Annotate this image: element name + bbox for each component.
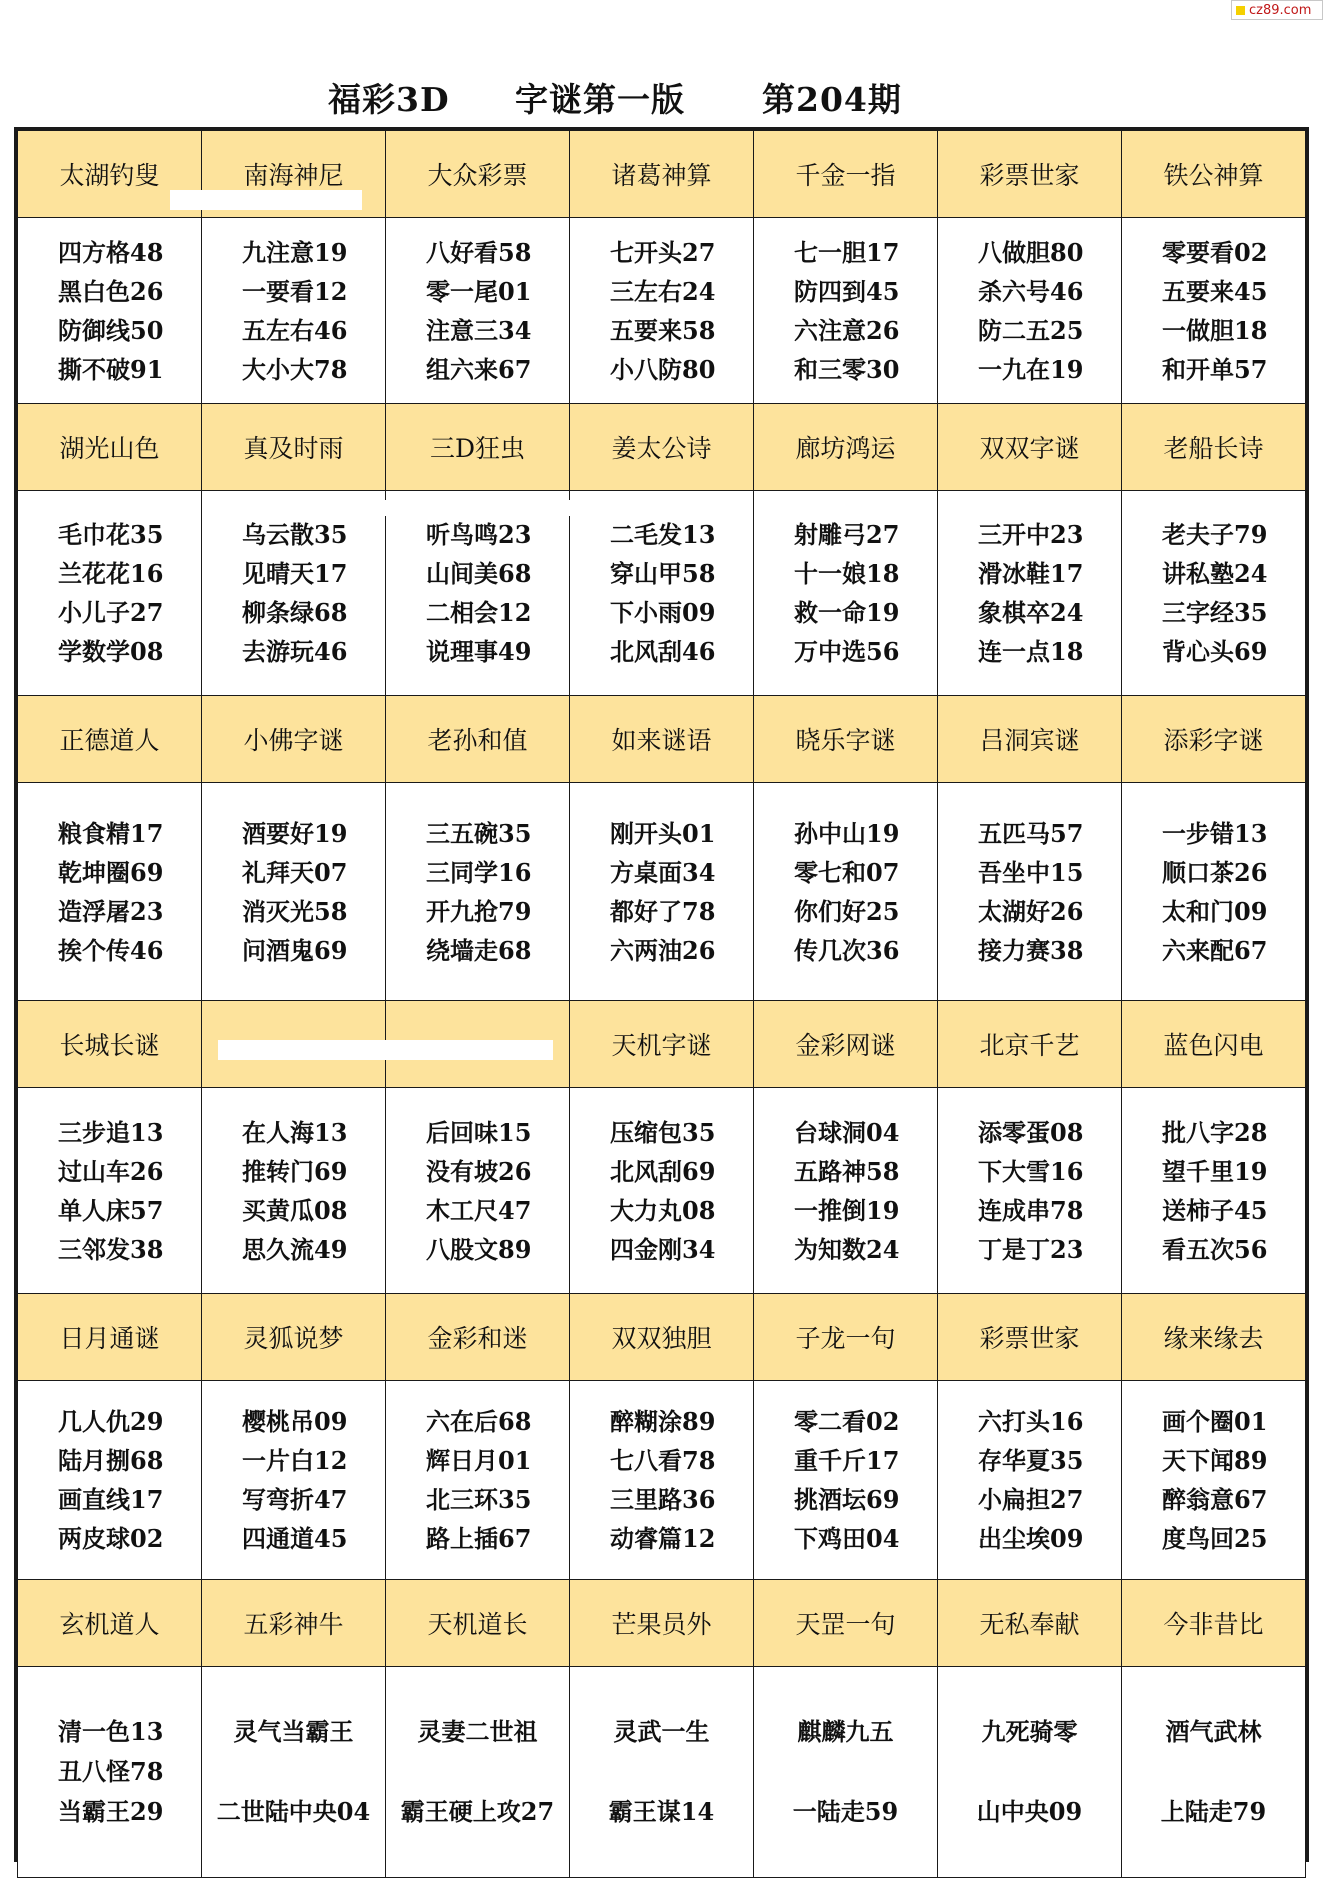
- riddle-cell: [202, 491, 386, 696]
- riddle-line: 单人床57: [58, 1195, 164, 1225]
- source-header: 千金一指: [754, 131, 938, 218]
- riddle-line: 太和门09: [1162, 896, 1268, 926]
- riddle-cell: [570, 1667, 754, 1878]
- source-header: 蓝色闪电: [1122, 1001, 1306, 1088]
- riddle-cell: [386, 218, 570, 404]
- riddle-line: 三同学16: [426, 857, 532, 887]
- riddle-grid: [14, 127, 1309, 1862]
- riddle-line: 下鸡田04: [794, 1524, 900, 1553]
- riddle-line: 射雕弓27: [794, 520, 900, 549]
- source-header: 玄机道人: [18, 1580, 202, 1667]
- riddle-cell: [570, 783, 754, 1001]
- riddle-line: 上陆走79: [1160, 1797, 1267, 1826]
- source-header: 晓乐字谜: [754, 696, 938, 783]
- header-row: [18, 1001, 1306, 1088]
- riddle-line: 台球洞04: [794, 1117, 900, 1147]
- riddle-line: 五匹马57: [978, 818, 1084, 848]
- riddle-line: 八做胆80: [978, 237, 1084, 267]
- riddle-row: [18, 491, 1306, 696]
- riddle-line: 防二五25: [978, 315, 1084, 345]
- riddle-cell: [754, 1088, 938, 1294]
- riddle-line: 在人海13: [242, 1117, 348, 1147]
- line-gap: [570, 1752, 753, 1792]
- riddle-cell: [1122, 491, 1306, 696]
- riddle-line: 为知数24: [794, 1234, 900, 1264]
- riddle-row: [18, 1667, 1306, 1878]
- riddle-table: [17, 130, 1306, 1878]
- riddle-line: 消灭光58: [242, 896, 348, 926]
- riddle-line: 八好看58: [426, 237, 532, 267]
- riddle-line: 醉翁意67: [1162, 1485, 1268, 1514]
- riddle-line: 思久流49: [242, 1234, 348, 1264]
- riddle-line: 六在后68: [426, 1407, 532, 1436]
- riddle-line: 酒气武林: [1165, 1717, 1262, 1746]
- watermark-logo-icon: [1236, 6, 1245, 15]
- riddle-line: 组六来67: [426, 354, 532, 384]
- riddle-line: 望千里19: [1162, 1156, 1268, 1186]
- riddle-line: 买黄瓜08: [242, 1195, 348, 1225]
- riddle-cell: [202, 1088, 386, 1294]
- riddle-line: 动睿篇12: [610, 1524, 716, 1553]
- riddle-row: [18, 218, 1306, 404]
- erasure-patch: [170, 190, 362, 210]
- riddle-cell: [386, 1088, 570, 1294]
- header-row: [18, 404, 1306, 491]
- riddle-line: 七一胆17: [794, 237, 900, 267]
- riddle-line: 六打头16: [978, 1407, 1084, 1436]
- riddle-cell: [18, 1381, 202, 1580]
- title-issue: 第204期: [762, 80, 902, 119]
- riddle-line: 三字经35: [1162, 598, 1268, 627]
- riddle-line: 过山车26: [58, 1156, 164, 1186]
- riddle-line: 你们好25: [794, 896, 900, 926]
- riddle-cell: [202, 1667, 386, 1878]
- riddle-line: 听鸟鸣23: [426, 520, 532, 549]
- riddle-line: 灵气当霸王: [233, 1717, 354, 1746]
- source-header: 彩票世家: [938, 1294, 1122, 1381]
- riddle-line: 一推倒19: [794, 1195, 900, 1225]
- riddle-cell: [938, 491, 1122, 696]
- line-gap: [938, 1752, 1121, 1792]
- riddle-line: 粮食精17: [58, 818, 164, 848]
- riddle-line: 开九抢79: [426, 896, 532, 926]
- riddle-cell: [1122, 1381, 1306, 1580]
- riddle-line: 四金刚34: [610, 1234, 716, 1264]
- source-header: 铁公神算: [1122, 131, 1306, 218]
- watermark-text: cz89.com: [1249, 2, 1312, 18]
- riddle-line: 霸王硬上攻27: [400, 1797, 555, 1826]
- riddle-row: [18, 1088, 1306, 1294]
- source-header: 金彩和迷: [386, 1294, 570, 1381]
- riddle-row: [18, 1381, 1306, 1580]
- source-header: 北京千艺: [938, 1001, 1122, 1088]
- riddle-line: 零一尾01: [426, 276, 532, 306]
- riddle-line: 樱桃吊09: [242, 1407, 348, 1436]
- source-header: 今非昔比: [1122, 1580, 1306, 1667]
- riddle-line: 灵妻二世祖: [417, 1717, 538, 1746]
- riddle-line: 三邻发38: [58, 1234, 164, 1264]
- riddle-cell: [1122, 218, 1306, 404]
- riddle-cell: [1122, 783, 1306, 1001]
- riddle-line: 绕墙走68: [426, 935, 532, 965]
- riddle-line: 接力赛38: [978, 935, 1084, 965]
- riddle-line: 九注意19: [242, 237, 348, 267]
- riddle-line: 穿山甲58: [610, 559, 716, 588]
- riddle-line: 八股文89: [426, 1234, 532, 1264]
- riddle-line: 三里路36: [610, 1485, 716, 1514]
- source-header: 添彩字谜: [1122, 696, 1306, 783]
- riddle-line: 传几次36: [794, 935, 900, 965]
- riddle-line: 一要看12: [242, 276, 348, 306]
- riddle-line: 五左右46: [242, 315, 348, 345]
- riddle-line: 造浮屠23: [58, 896, 164, 926]
- riddle-line: 北三环35: [426, 1485, 532, 1514]
- riddle-line: 撕不破91: [58, 354, 164, 384]
- riddle-line: 当霸王29: [58, 1797, 164, 1826]
- riddle-line: 醉糊涂89: [610, 1407, 716, 1436]
- source-header: 如来谜语: [570, 696, 754, 783]
- riddle-line: 麒麟九五: [797, 1717, 894, 1746]
- title-game: 福彩3D: [328, 80, 450, 119]
- riddle-line: 丑八怪78: [58, 1757, 164, 1786]
- riddle-line: 七八看78: [610, 1446, 716, 1475]
- riddle-line: 柳条绿68: [242, 598, 348, 627]
- riddle-line: 零要看02: [1162, 237, 1268, 267]
- riddle-line: 五要来45: [1162, 276, 1268, 306]
- riddle-line: 画直线17: [58, 1485, 164, 1514]
- riddle-line: 两皮球02: [58, 1524, 164, 1553]
- riddle-line: 小扁担27: [978, 1485, 1084, 1514]
- riddle-line: 存华夏35: [978, 1446, 1084, 1475]
- riddle-cell: [1122, 1088, 1306, 1294]
- source-header: 廊坊鸿运: [754, 404, 938, 491]
- riddle-cell: [202, 1381, 386, 1580]
- riddle-line: 一九在19: [978, 354, 1084, 384]
- riddle-cell: [570, 491, 754, 696]
- source-header: 真及时雨: [202, 404, 386, 491]
- source-header: 天机道长: [386, 1580, 570, 1667]
- riddle-line: 酒要好19: [242, 818, 348, 848]
- riddle-cell: [938, 783, 1122, 1001]
- riddle-line: 和三零30: [794, 354, 900, 384]
- riddle-line: 注意三34: [426, 315, 532, 345]
- riddle-line: 辉日月01: [426, 1446, 532, 1475]
- riddle-line: 下小雨09: [610, 598, 716, 627]
- riddle-cell: [18, 1088, 202, 1294]
- header-row: [18, 1580, 1306, 1667]
- riddle-line: 推转门69: [242, 1156, 348, 1186]
- riddle-line: 去游玩46: [242, 637, 348, 666]
- line-gap: [1122, 1752, 1305, 1792]
- riddle-line: 送柿子45: [1162, 1195, 1268, 1225]
- title-edition: 字谜第一版: [515, 80, 685, 119]
- riddle-line: 六两油26: [610, 935, 716, 965]
- erasure-patch: [218, 1040, 553, 1060]
- riddle-line: 挑酒坛69: [794, 1485, 900, 1514]
- riddle-line: 批八字28: [1162, 1117, 1268, 1147]
- riddle-line: 讲私塾24: [1162, 559, 1268, 588]
- riddle-line: 画个圈01: [1162, 1407, 1268, 1436]
- riddle-line: 天下闻89: [1162, 1446, 1268, 1475]
- riddle-line: 几人仇29: [58, 1407, 164, 1436]
- riddle-line: 黑白色26: [58, 276, 164, 306]
- riddle-line: 二相会12: [426, 598, 532, 627]
- riddle-cell: [18, 218, 202, 404]
- source-header: 日月通谜: [18, 1294, 202, 1381]
- riddle-cell: [754, 1667, 938, 1878]
- riddle-cell: [938, 1088, 1122, 1294]
- riddle-line: 后回味15: [426, 1117, 532, 1147]
- riddle-line: 乾坤圈69: [58, 857, 164, 887]
- riddle-line: 三左右24: [610, 276, 716, 306]
- riddle-line: 老夫子79: [1162, 520, 1268, 549]
- line-gap: [386, 1752, 569, 1792]
- riddle-line: 七开头27: [610, 237, 716, 267]
- riddle-cell: [754, 1381, 938, 1580]
- riddle-cell: [570, 218, 754, 404]
- source-header: 老船长诗: [1122, 404, 1306, 491]
- riddle-line: 孙中山19: [794, 818, 900, 848]
- riddle-cell: [202, 783, 386, 1001]
- riddle-line: 毛巾花35: [58, 520, 164, 549]
- source-header: 彩票世家: [938, 131, 1122, 218]
- source-header: 五彩神牛: [202, 1580, 386, 1667]
- riddle-cell: [570, 1088, 754, 1294]
- riddle-line: 滑冰鞋17: [978, 559, 1084, 588]
- riddle-cell: [754, 218, 938, 404]
- riddle-line: 礼拜天07: [242, 857, 348, 887]
- riddle-line: 都好了78: [610, 896, 716, 926]
- riddle-line: 灵武一生: [613, 1717, 710, 1746]
- riddle-line: 三开中23: [978, 520, 1084, 549]
- riddle-line: 二毛发13: [610, 520, 716, 549]
- source-header: 诸葛神算: [570, 131, 754, 218]
- riddle-line: 木工尺47: [426, 1195, 532, 1225]
- riddle-line: 防四到45: [794, 276, 900, 306]
- riddle-line: 见晴天17: [242, 559, 348, 588]
- riddle-line: 添零蛋08: [978, 1117, 1084, 1147]
- riddle-line: 乌云散35: [242, 520, 348, 549]
- source-header: 金彩网谜: [754, 1001, 938, 1088]
- riddle-line: 六来配67: [1162, 935, 1268, 965]
- riddle-line: 小儿子27: [58, 598, 164, 627]
- riddle-line: 救一命19: [794, 598, 900, 627]
- riddle-line: 三步追13: [58, 1117, 164, 1147]
- riddle-row: [18, 783, 1306, 1001]
- riddle-cell: [386, 783, 570, 1001]
- riddle-line: 一片白12: [242, 1446, 348, 1475]
- riddle-line: 太湖好26: [978, 896, 1084, 926]
- riddle-line: 九死骑零: [981, 1717, 1078, 1746]
- source-header: 大众彩票: [386, 131, 570, 218]
- source-header: 三D狂虫: [386, 404, 570, 491]
- source-header: 芒果员外: [570, 1580, 754, 1667]
- riddle-line: 五路神58: [794, 1156, 900, 1186]
- riddle-line: 五要来58: [610, 315, 716, 345]
- riddle-line: 说理事49: [426, 637, 532, 666]
- source-header: 湖光山色: [18, 404, 202, 491]
- riddle-line: 挨个传46: [58, 935, 164, 965]
- riddle-cell: [202, 218, 386, 404]
- riddle-line: 没有坡26: [426, 1156, 532, 1186]
- riddle-line: 零二看02: [794, 1407, 900, 1436]
- source-header: 正德道人: [18, 696, 202, 783]
- riddle-cell: [938, 1381, 1122, 1580]
- riddle-line: 写弯折47: [242, 1485, 348, 1514]
- riddle-line: 四通道45: [242, 1524, 348, 1553]
- source-header: 太湖钓叟: [18, 131, 202, 218]
- riddle-line: 重千斤17: [794, 1446, 900, 1475]
- riddle-line: 背心头69: [1162, 637, 1268, 666]
- riddle-line: 四方格48: [58, 237, 164, 267]
- riddle-cell: [386, 1381, 570, 1580]
- source-header: 老孙和值: [386, 696, 570, 783]
- line-gap: [754, 1752, 937, 1792]
- erasure-patch: [350, 500, 590, 516]
- source-header: 双双独胆: [570, 1294, 754, 1381]
- riddle-line: 问酒鬼69: [242, 935, 348, 965]
- source-header: 无私奉献: [938, 1580, 1122, 1667]
- erasure-patch: [30, 20, 280, 90]
- riddle-line: 兰花花16: [58, 559, 164, 588]
- riddle-line: 和开单57: [1162, 354, 1268, 384]
- riddle-line: 路上插67: [426, 1524, 532, 1553]
- source-header: 缘来缘去: [1122, 1294, 1306, 1381]
- riddle-line: 零七和07: [794, 857, 900, 887]
- source-header: 吕洞宾谜: [938, 696, 1122, 783]
- riddle-line: 连成串78: [978, 1195, 1084, 1225]
- source-header: 灵狐说梦: [202, 1294, 386, 1381]
- riddle-cell: [18, 1667, 202, 1878]
- riddle-line: 方桌面34: [610, 857, 716, 887]
- riddle-cell: [18, 783, 202, 1001]
- riddle-line: 大小大78: [242, 354, 348, 384]
- riddle-line: 吾坐中15: [978, 857, 1084, 887]
- riddle-cell: [386, 1667, 570, 1878]
- riddle-cell: [938, 1667, 1122, 1878]
- riddle-line: 万中选56: [794, 637, 900, 666]
- riddle-line: 霸王谋14: [608, 1797, 715, 1826]
- riddle-line: 看五次56: [1162, 1234, 1268, 1264]
- riddle-line: 三五碗35: [426, 818, 532, 848]
- source-header: 小佛字谜: [202, 696, 386, 783]
- riddle-line: 下大雪16: [978, 1156, 1084, 1186]
- riddle-cell: [570, 1381, 754, 1580]
- riddle-line: 压缩包35: [610, 1117, 716, 1147]
- riddle-cell: [754, 783, 938, 1001]
- riddle-line: 连一点18: [978, 637, 1084, 666]
- riddle-line: 大力丸08: [610, 1195, 716, 1225]
- riddle-line: 二世陆中央04: [216, 1797, 371, 1826]
- source-header: 姜太公诗: [570, 404, 754, 491]
- riddle-line: 防御线50: [58, 315, 164, 345]
- riddle-line: 一步错13: [1162, 818, 1268, 848]
- riddle-cell: [18, 491, 202, 696]
- header-row: [18, 696, 1306, 783]
- source-header: 子龙一句: [754, 1294, 938, 1381]
- riddle-line: 清一色13: [58, 1717, 164, 1746]
- riddle-line: 小八防80: [610, 354, 716, 384]
- riddle-line: 丁是丁23: [978, 1234, 1084, 1264]
- riddle-cell: [1122, 1667, 1306, 1878]
- riddle-line: 刚开头01: [610, 818, 716, 848]
- riddle-line: 北风刮46: [610, 637, 716, 666]
- riddle-cell: [386, 491, 570, 696]
- site-watermark: [1231, 0, 1323, 20]
- riddle-line: 一陆走59: [792, 1797, 899, 1826]
- header-row: [18, 1294, 1306, 1381]
- source-header: 双双字谜: [938, 404, 1122, 491]
- riddle-line: 学数学08: [58, 637, 164, 666]
- source-header: 天罡一句: [754, 1580, 938, 1667]
- riddle-line: 出尘埃09: [978, 1524, 1084, 1553]
- line-gap: [202, 1752, 385, 1792]
- riddle-line: 度鸟回25: [1162, 1524, 1268, 1553]
- riddle-line: 十一娘18: [794, 559, 900, 588]
- riddle-line: 一做胆18: [1162, 315, 1268, 345]
- riddle-cell: [754, 491, 938, 696]
- riddle-cell: [938, 218, 1122, 404]
- source-header: 天机字谜: [570, 1001, 754, 1088]
- riddle-line: 杀六号46: [978, 276, 1084, 306]
- riddle-line: 顺口茶26: [1162, 857, 1268, 887]
- riddle-line: 象棋卒24: [978, 598, 1084, 627]
- riddle-line: 山中央09: [976, 1797, 1083, 1826]
- source-header: 长城长谜: [18, 1001, 202, 1088]
- riddle-line: 山间美68: [426, 559, 532, 588]
- riddle-line: 北风刮69: [610, 1156, 716, 1186]
- riddle-line: 陆月捌68: [58, 1446, 164, 1475]
- riddle-line: 六注意26: [794, 315, 900, 345]
- source-header: 南海神尼: [202, 131, 386, 218]
